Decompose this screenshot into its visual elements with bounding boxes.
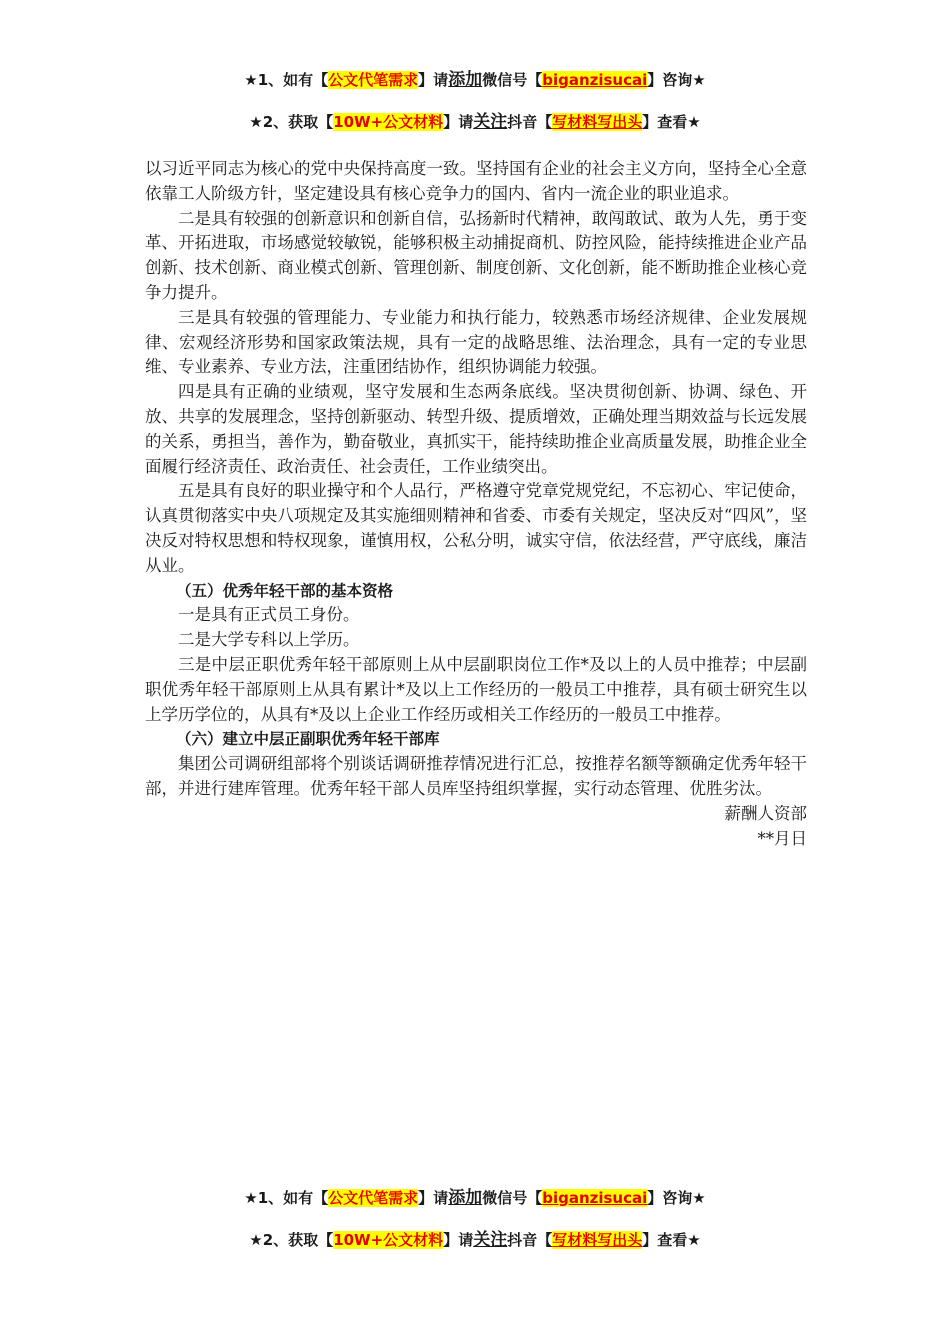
- paragraph: 二是具有较强的创新意识和创新自信，弘扬新时代精神，敢闯敢试、敢为人先，勇于变革、开拓进取，市场感觉较敏锐，能够积极主动捕捉商机、防控风险，能持续推进企业产品创新、技术创新、商业模式创新、管理创新、制度创新、文化创新，能不断助推企业核心竞争力提升。: [145, 208, 807, 302]
- section-heading: （六）建立中层正副职优秀年轻干部库: [176, 730, 440, 749]
- document-body: [145, 157, 807, 851]
- promo-text: ★2、获取【: [249, 1231, 334, 1249]
- promo-line-1-top: [0, 69, 950, 91]
- promo-text: 微信号【: [482, 71, 543, 89]
- signature-date: **月日: [757, 828, 807, 848]
- promo-highlight: 10W+公文材料: [333, 113, 444, 131]
- paragraph: 二是大学专科以上学历。: [178, 630, 360, 650]
- signature-department: 薪酬人资部: [724, 803, 807, 823]
- promo-emphasis: 添加: [448, 70, 483, 90]
- paragraph: 五是具有良好的职业操守和个人品行，严格遵守党章党规党纪，不忘初心、牢记使命，认真贯彻落实中央八项规定及其实施细则精神和省委、市委有关规定，坚决反对“四风”，坚决反对特权思想和特权现象，谨慎用权，公私分明，诚实守信，依法经营，严守底线，廉洁从业。: [145, 481, 807, 575]
- promo-highlight: 公文代笔需求: [328, 71, 419, 89]
- promo-text: 】请: [418, 1189, 449, 1207]
- promo-text: 】请: [418, 71, 449, 89]
- promo-emphasis: 关注: [473, 1230, 508, 1250]
- promo-text: 】请: [443, 113, 474, 131]
- wechat-id-link[interactable]: biganzisucai: [542, 71, 648, 89]
- paragraph: 三是具有较强的管理能力、专业能力和执行能力，较熟悉市场经济规律、企业发展规律、宏观经济形势和国家政策法规，具有一定的战略思维、法治理念，具有一定的专业思维、专业素养、专业方法，注重团结协作，组织协调能力较强。: [145, 307, 807, 377]
- promo-text: ★2、获取【: [249, 113, 334, 131]
- wechat-id-link[interactable]: biganzisucai: [542, 1189, 648, 1207]
- paragraph: 集团公司调研组部将个别谈话调研推荐情况进行汇总，按推荐名额等额确定优秀年轻干部，并进行建库管理。优秀年轻干部人员库坚持组织掌握，实行动态管理、优胜劣汰。: [145, 754, 807, 798]
- douyin-account-link[interactable]: 写材料写出头: [552, 113, 643, 131]
- promo-emphasis: 关注: [473, 112, 508, 132]
- promo-text: 抖音【: [507, 113, 553, 131]
- promo-highlight: 公文代笔需求: [328, 1189, 419, 1207]
- paragraph: 一是具有正式员工身份。: [178, 605, 360, 625]
- promo-text: 】查看★: [642, 113, 701, 131]
- promo-text: 】查看★: [642, 1231, 701, 1249]
- paragraph: 四是具有正确的业绩观，坚守发展和生态两条底线。坚决贯彻创新、协调、绿色、开放、共享的发展理念，坚持创新驱动、转型升级、提质增效，正确处理当期效益与长远发展的关系，勇担当，善作为，勤奋敬业，真抓实干，能持续助推企业高质量发展，助推企业全面履行经济责任、政治责任、社会责任，工作业绩突出。: [145, 382, 807, 476]
- promo-line-1-bottom: [0, 1187, 950, 1209]
- promo-text: 】请: [443, 1231, 474, 1249]
- promo-text: ★1、如有【: [244, 71, 329, 89]
- promo-text: 】咨询★: [647, 71, 706, 89]
- section-heading: （五）优秀年轻干部的基本资格: [176, 581, 394, 600]
- douyin-account-link[interactable]: 写材料写出头: [552, 1231, 643, 1249]
- promo-text: 抖音【: [507, 1231, 553, 1249]
- paragraph: 以习近平同志为核心的党中央保持高度一致。坚持国有企业的社会主义方向，坚持全心全意依靠工人阶级方针，坚定建设具有核心竞争力的国内、省内一流企业的职业追求。: [145, 159, 807, 203]
- promo-text: 】咨询★: [647, 1189, 706, 1207]
- promo-highlight: 10W+公文材料: [333, 1231, 444, 1249]
- promo-line-2-top: [0, 111, 950, 133]
- promo-text: ★1、如有【: [244, 1189, 329, 1207]
- promo-emphasis: 添加: [448, 1188, 483, 1208]
- paragraph: 三是中层正职优秀年轻干部原则上从中层副职岗位工作*及以上的人员中推荐；中层副职优秀年轻干部原则上从具有累计*及以上工作经历的一般员工中推荐，具有硕士研究生以上学历学位的，从具有*及以上企业工作经历或相关工作经历的一般员工中推荐。: [145, 654, 807, 724]
- promo-line-2-bottom: [0, 1229, 950, 1251]
- promo-text: 微信号【: [482, 1189, 543, 1207]
